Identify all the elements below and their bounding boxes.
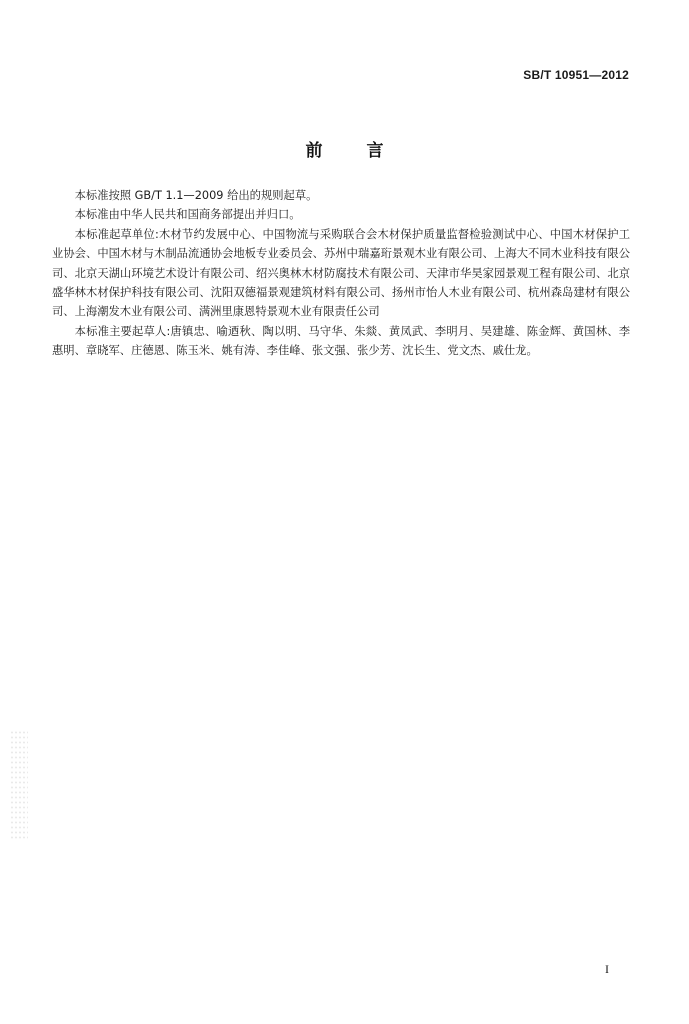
- paragraph-drafting-units: 本标准起草单位:木材节约发展中心、中国物流与采购联合会木材保护质量监督检验测试中心、中国木材保护工业协会、中国木材与木制品流通协会地板专业委员会、苏州中瑞嘉珩景观木业有限公司、上海大不同木业科技有限公司、北京天湖山环境艺术设计有限公司、绍兴奥林木材防腐技术有限公司、天津市华昊家园景观工程有限公司、北京盛华林木材保护科技有限公司、沈阳双德福景观建筑材料有限公司、扬州市怡人木业有限公司、杭州森岛建材有限公司、上海潮发木业有限公司、满洲里康恩特景观木业有限责任公司: [52, 227, 630, 319]
- standard-number: SB/T 10951—2012: [523, 68, 629, 82]
- paragraph-drafters: 本标准主要起草人:唐镇忠、喻迺秋、陶以明、马守华、朱燚、黄凤武、李明月、吴建雄、陈金辉、黄国林、李惠明、章晓军、庄德恩、陈玉米、姚有涛、李佳峰、张文强、张少芳、沈长生、党文杰、戚仕龙。: [52, 324, 630, 358]
- page-number: I: [605, 962, 609, 976]
- scan-artifact: [10, 730, 28, 840]
- paragraph-proposer: 本标准由中华人民共和国商务部提出并归口。: [74, 208, 301, 222]
- paragraph-drafting-rules: 本标准按照 GB/T 1.1—2009 给出的规则起草。: [74, 189, 318, 202]
- page-title: 前言: [305, 141, 428, 161]
- foreword-body: [52, 186, 630, 361]
